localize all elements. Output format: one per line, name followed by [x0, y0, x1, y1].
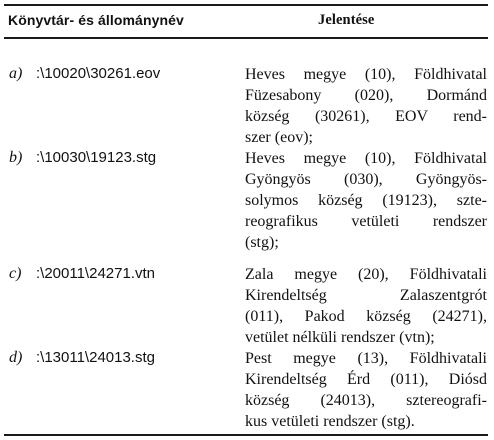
description-line: (stg);: [245, 234, 279, 251]
row-description: [245, 264, 487, 348]
row-marker: c): [9, 265, 22, 282]
column-header-meaning: Jelentése: [318, 12, 375, 28]
row-description: [245, 64, 487, 148]
description-line: Kirendeltség Érd (011), Diósd: [245, 371, 487, 388]
table-top-rule: [4, 4, 488, 6]
description-line: Gyöngyös (030), Gyöngyös-: [245, 171, 487, 188]
description-line: Heves megye (10), Földhivatal: [245, 150, 487, 167]
description-line: vetület nélküli rendszer (vtn);: [245, 329, 435, 346]
row-marker: d): [9, 349, 23, 366]
description-line: Füzesabony (020), Dormánd: [245, 87, 487, 104]
description-line: Pest megye (13), Földhivatali: [245, 350, 487, 367]
row-filename: :\20011\24271.vtn: [36, 265, 155, 282]
row-filename: :\10020\30261.eov: [36, 65, 161, 82]
table-bottom-rule: [4, 434, 488, 436]
description-line: (011), Pakod község (24271),: [245, 308, 487, 325]
description-line: Kirendeltség Zalaszentgrót: [245, 287, 487, 304]
row-filename: :\13011\24013.stg: [36, 349, 155, 366]
description-line: Heves megye (10), Földhivatal: [245, 66, 487, 83]
table-header-rule: [4, 37, 488, 39]
row-description: [245, 148, 487, 253]
row-marker: b): [9, 149, 23, 166]
description-line: szer (eov);: [245, 129, 313, 146]
description-line: község (24013), sztereografi-: [245, 392, 487, 409]
description-line: Zala megye (20), Földhivatali: [245, 266, 487, 283]
description-line: kus vetületi rendszer (stg).: [245, 413, 415, 430]
description-line: reografikus vetületi rendszer: [245, 213, 487, 230]
row-filename: :\10030\19123.stg: [36, 149, 157, 166]
column-header-filename: Könyvtár- és állománynév: [8, 12, 184, 28]
description-line: község (30261), EOV rend-: [245, 108, 487, 125]
row-description: [245, 348, 487, 432]
description-line: solymos község (19123), szte-: [245, 192, 487, 209]
row-marker: a): [9, 65, 23, 82]
